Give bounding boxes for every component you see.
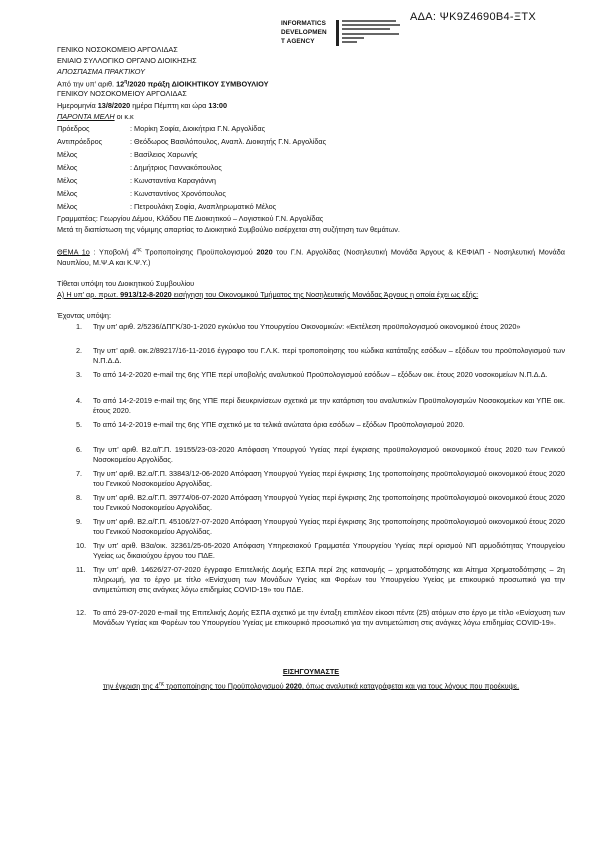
quorum-statement: Μετά τη διαπίστωση της νόμιμης απαρτίας το Διοικητικό Συμβούλιο εισέρχεται στη συζήτηση των θεμάτων.: [57, 225, 400, 234]
member-name: : Κωνσταντίνος Χρονόπουλος: [130, 189, 226, 198]
logo-word-2: DEVELOPMEN: [281, 29, 327, 36]
list-item: 6. Την υπ’ αριθ. Β2.α/Γ.Π. 19155/23-03-2020 Απόφαση Υπουργού Υγείας περί έγκρισης προϋπολογισμού οικονομικού έτους 2020 των Γενικού Νοσοκομείου Αργολίδας.: [76, 445, 565, 465]
list-item: 9. Την υπ’ αριθ. Β2.α/Γ.Π. 45106/27-07-2020 Απόφαση Υπουργού Υγείας περί έγκρισης 3ης τροποποίησης προϋπολογισμού οικονομικού έτους 2020 του Γενικού Νοσοκομείου Αργολίδας.: [76, 517, 565, 537]
logo-word-1: INFORMATICS: [281, 20, 327, 27]
meeting-date: Ημερομηνία 13/8/2020 ημέρα Πέμπτη και ώρα 13:00: [57, 101, 228, 110]
member-role: Μέλος: [57, 202, 78, 211]
logo-small-print: [342, 20, 402, 46]
member-role: Πρόεδρος: [57, 124, 90, 133]
list-item: 5. Το από 14-2-2019 e-mail της 6ης ΥΠΕ σχετικό με τα τελικά ανώτατα όρια εσόδων – εξόδων Προϋπολογισμού 2020.: [76, 420, 465, 429]
proposal-title: ΕΙΣΗΓΟΥΜΑΣΤΕ: [282, 667, 340, 676]
board-name: ΕΝΙΑΙΟ ΣΥΛΛΟΓΙΚΟ ΟΡΓΑΝΟ ΔΙΟΙΚΗΣΗΣ: [57, 56, 197, 65]
member-role: Μέλος: [57, 150, 78, 159]
member-name: : Δημήτριος Γιαννακόπουλος: [130, 163, 222, 172]
excerpt-title: ΑΠΟΣΠΑΣΜΑ ΠΡΑΚΤΙΚΟΥ: [57, 67, 145, 76]
submission-reference: Α) Η υπ’ αρ. πρωτ. 9913/12-8-2020 εισήγηση του Οικονομικού Τμήματος της Νοσηλευτικής Μονάδας Άργους η οποία έχει ως εξής:: [57, 290, 479, 299]
secretary: Γραμματέας: Γεωργίου Δέμου, Κλάδου ΠΕ Διοικητικού – Λογιστικού Γ.Ν. Αργολίδας: [57, 214, 324, 223]
logo-word-3: T AGENCY: [281, 38, 315, 45]
list-item: 2. Την υπ’ αριθ. οικ.2/89217/16-11-2016 έγγραφο του Γ.Λ.Κ. περί τροποποίησης του κώδικα κατάταξης εσόδων – εξόδων του προϋπολογισμού των Ν.Π.Δ.Δ.: [76, 346, 565, 366]
hospital-genitive: ΓΕΝΙΚΟΥ ΝΟΣΟΚΟΜΕΙΟΥ ΑΡΓΟΛΙΔΑΣ: [57, 89, 187, 98]
member-role: Μέλος: [57, 176, 78, 185]
list-item: 10. Την υπ’ αριθ. Β3α/οικ. 32361/25-05-2020 Απόφαση Υπηρεσιακού Γραμματέα Υπουργείου Υγείας περί ορισμού ΝΠ αρμοδιότητας Υπουργείου Υγείας ως δικαιούχου έργου του ΠΔΕ.: [76, 541, 565, 561]
member-role: Αντιπρόεδρος: [57, 137, 103, 146]
list-item: 7. Την υπ’ αριθ. Β2.α/Γ.Π. 33843/12-06-2020 Απόφαση Υπουργού Υγείας περί έγκρισης 1ης τροποποίησης προϋπολογισμού οικονομικού έτους 2020 του Γενικού Νοσοκομείου Αργολίδας.: [76, 469, 565, 489]
member-role: Μέλος: [57, 189, 78, 198]
list-item: 4. Το από 14-2-2019 e-mail της 6ης ΥΠΕ περί διευκρινίσεων σχετικά με την κατάρτιση του αναλυτικών Προϋπολογισμών Νοσοκομείων και ΥΠΕ οικ. έτους 2020.: [76, 396, 565, 416]
list-item: 11. Την υπ’ αριθ. 14626/27-07-2020 έγγραφο Επιτελικής Δομής ΕΣΠΑ περί 2ης κατανομής – χρηματοδότησης και Αίτημα Χρηματοδότησης – 2η πληρωμή, για το έργο με τίτλο «Ενίσχυση των Μονάδων Υγείας και Φορέων του Υπουργείου Υγείας με επικουρικό προσωπικό για την αντιμετώπιση στις ανάγκες λόγω επιδημίας COVID-19» του ΠΔΕ.: [76, 565, 565, 595]
ada-code: ΑΔΑ: ΨΚ9Ζ4690Β4-ΞΤΧ: [410, 11, 536, 23]
minutes-line: Από την υπ’ αριθ. $12^\eta/2020$ πράξη ΔΙΟΙΚΗΤΙΚΟΥ ΣΥΜΒΟΥΛΙΟΥ: [57, 79, 269, 89]
member-name: : Θεόδωρος Βασιλόπουλος, Αναπλ. Διοικητής Γ.Ν. Αργολίδας: [130, 137, 327, 146]
member-name: : Μορίκη Σοφία, Διοικήτρια Γ.Ν. Αργολίδας: [130, 124, 266, 133]
member-name: : Κωνσταντίνα Καραγιάννη: [130, 176, 216, 185]
list-item: 8. Την υπ’ αριθ. Β2.α/Γ.Π. 39774/06-07-2020 Απόφαση Υπουργού Υγείας περί έγκρισης 2ης τροποποίησης προϋπολογισμού οικονομικού έτους 2020 του Γενικού Νοσοκομείου Αργολίδας.: [76, 493, 565, 513]
member-role: Μέλος: [57, 163, 78, 172]
list-item: 12. Το από 29-07-2020 e-mail της Επιτελικής Δομής ΕΣΠΑ σχετικό με την ένταξη επιπλέον είκοσι πέντε (25) ατόμων στο έργο με τίτλο «Ενίσχυση των Μονάδων Υγείας και Φορέων του Υπουργείου Υγείας με επικουρικό προσωπικό για την αντιμετώπιση στις ανάγκες λόγω επιδημίας COVID-19».: [76, 608, 565, 628]
intro-line: Τίθεται υπόψη του Διοικητικού Συμβουλίου: [57, 279, 195, 288]
list-item: 1. Την υπ’ αριθ. 2/5236/ΔΠΓΚ/30-1-2020 εγκύκλιο του Υπουργείου Οικονομικών: «Εκτέλεση προϋπολογισμού οικονομικού έτους 2020»: [76, 322, 521, 331]
present-members-label: ΠΑΡΟΝΤΑ ΜΕΛΗ οι κ.κ: [57, 112, 134, 121]
logo-divider: [336, 20, 339, 46]
list-item: 3. Το από 14-2-2020 e-mail της 6ης ΥΠΕ περί υποβολής αναλυτικού Προϋπολογισμού εσόδων – εξόδων οικ. έτους 2020 νοσοκομείων Ν.Π.Δ.Δ.: [76, 370, 548, 379]
proposal-text: την έγκριση της $4^{\eta\varsigma}$ τροποποίησης του Προϋπολογισμού 2020, όπως αναλυτικά καταγράφεται και για τους λόγους που προέκυψε.: [102, 681, 520, 691]
hospital-name: ΓΕΝΙΚΟ ΝΟΣΟΚΟΜΕΙΟ ΑΡΓΟΛΙΔΑΣ: [57, 45, 178, 54]
considering-label: Έχοντας υπόψη:: [57, 311, 111, 320]
member-name: : Πετρουλάκη Σοφία, Αναπληρωματικό Μέλος: [130, 202, 277, 211]
member-name: : Βασίλειος Χαρωνής: [130, 150, 198, 159]
agenda-topic: ΘΕΜΑ 1ο : Υποβολή $4^{\eta\varsigma}$ Τροποποίησης Προϋπολογισμού 2020 του Γ.Ν. Αργολίδας (Νοσηλευτική Μονάδα Άργους & ΚΕΦΙΑΠ - Νοσηλευτική Μονάδα Ναυπλίου, Μ.Ψ.Α και Κ.Ψ.Υ.): [57, 247, 565, 268]
informatics-development-agency-logo: [281, 19, 401, 47]
